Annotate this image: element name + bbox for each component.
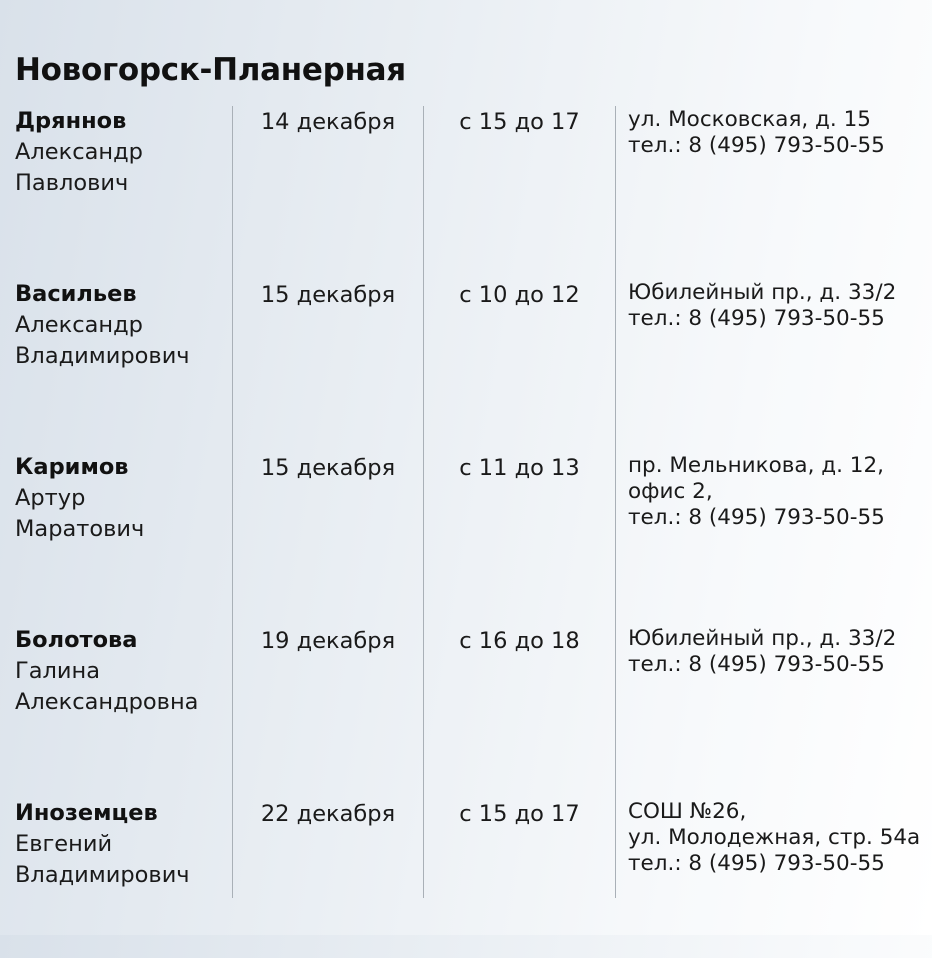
schedule-row: [0, 106, 932, 266]
schedule-row: [0, 279, 932, 439]
person-name: [15, 279, 190, 372]
person-name: [15, 106, 143, 199]
address-line: Юбилейный пр., д. 33/2: [628, 280, 897, 305]
person-first-name: Галина: [15, 658, 101, 684]
reception-date: 22 декабря: [260, 801, 396, 827]
person-patronymic: Александровна: [15, 689, 199, 715]
person-name: [15, 452, 144, 545]
schedule-row: [0, 625, 932, 785]
reception-time: с 16 до 18: [459, 628, 580, 654]
reception-time: с 11 до 13: [459, 455, 580, 481]
person-surname: Дряннов: [15, 108, 127, 134]
address-line: Юбилейный пр., д. 33/2: [628, 626, 897, 651]
person-patronymic: Владимирович: [15, 862, 190, 888]
reception-address: [628, 107, 885, 159]
address-phone: тел.: 8 (495) 793-50-55: [628, 652, 885, 677]
address-line: пр. Мельникова, д. 12,: [628, 453, 884, 478]
person-patronymic: Павлович: [15, 170, 129, 196]
address-line: офис 2,: [628, 479, 713, 504]
person-surname: Каримов: [15, 454, 129, 480]
reception-address: [628, 799, 920, 877]
schedule-row: [0, 798, 932, 958]
reception-time: с 15 до 17: [459, 109, 580, 135]
address-phone: тел.: 8 (495) 793-50-55: [628, 306, 885, 331]
person-first-name: Александр: [15, 312, 143, 338]
person-first-name: Евгений: [15, 831, 113, 857]
schedule-row: [0, 452, 932, 612]
page-title: Новогорск-Планерная: [15, 52, 406, 88]
reception-time: с 10 до 12: [459, 282, 580, 308]
person-patronymic: Маратович: [15, 516, 145, 542]
reception-date: 14 декабря: [260, 109, 396, 135]
address-phone: тел.: 8 (495) 793-50-55: [628, 133, 885, 158]
address-phone: тел.: 8 (495) 793-50-55: [628, 851, 885, 876]
reception-address: [628, 626, 896, 678]
reception-address: [628, 280, 896, 332]
reception-time: с 15 до 17: [459, 801, 580, 827]
person-first-name: Александр: [15, 139, 143, 165]
person-name: [15, 625, 198, 718]
person-patronymic: Владимирович: [15, 343, 190, 369]
person-surname: Иноземцев: [15, 800, 158, 826]
reception-date: 15 декабря: [260, 455, 396, 481]
address-phone: тел.: 8 (495) 793-50-55: [628, 505, 885, 530]
address-line: ул. Молодежная, стр. 54а: [628, 825, 921, 850]
address-line: ул. Московская, д. 15: [628, 107, 871, 132]
person-surname: Васильев: [15, 281, 137, 307]
reception-date: 19 декабря: [260, 628, 396, 654]
person-first-name: Артур: [15, 485, 86, 511]
person-name: [15, 798, 190, 891]
reception-date: 15 декабря: [260, 282, 396, 308]
person-surname: Болотова: [15, 627, 138, 653]
address-line: СОШ №26,: [628, 799, 747, 824]
reception-address: [628, 453, 885, 531]
